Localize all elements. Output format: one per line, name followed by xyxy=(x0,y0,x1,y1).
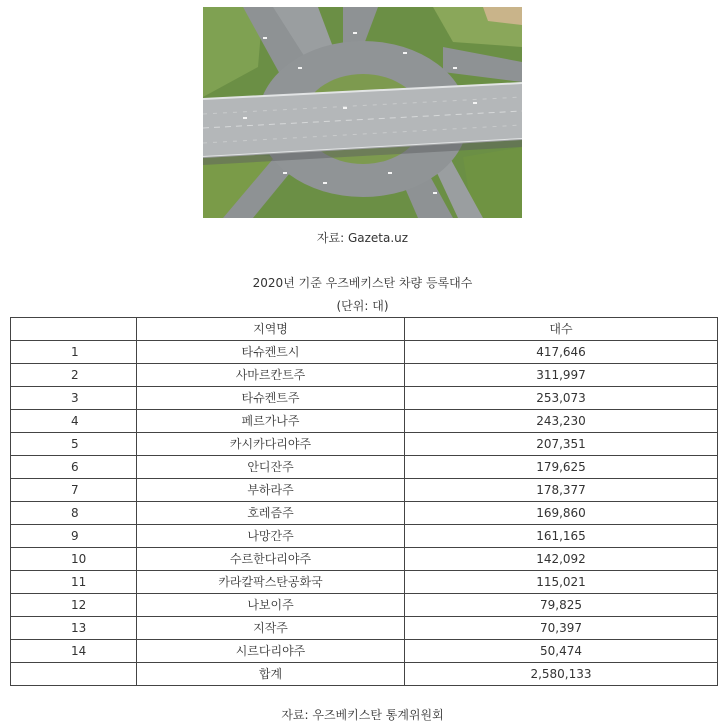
header-rank xyxy=(11,318,137,341)
row-region: 안디잔주 xyxy=(137,456,405,479)
row-rank: 2 xyxy=(11,364,137,387)
row-count: 243,230 xyxy=(405,410,718,433)
row-rank: 4 xyxy=(11,410,137,433)
total-label: 합계 xyxy=(137,663,405,686)
table-row xyxy=(11,502,718,525)
table-row xyxy=(11,525,718,548)
row-region: 카시카다리야주 xyxy=(137,433,405,456)
row-count: 70,397 xyxy=(405,617,718,640)
row-rank: 1 xyxy=(11,341,137,364)
row-rank: 3 xyxy=(11,387,137,410)
table-header-row xyxy=(11,318,718,341)
total-rank xyxy=(11,663,137,686)
row-region: 시르다리야주 xyxy=(137,640,405,663)
photo-caption: 자료: Gazeta.uz xyxy=(316,231,409,245)
row-rank: 11 xyxy=(11,571,137,594)
row-count: 253,073 xyxy=(405,387,718,410)
row-count: 169,860 xyxy=(405,502,718,525)
row-count: 50,474 xyxy=(405,640,718,663)
table-title: 2020년 기준 우즈베키스탄 차량 등록대수 xyxy=(252,276,473,290)
row-count: 417,646 xyxy=(405,341,718,364)
row-region: 사마르칸트주 xyxy=(137,364,405,387)
row-rank: 10 xyxy=(11,548,137,571)
row-rank: 5 xyxy=(11,433,137,456)
total-count: 2,580,133 xyxy=(405,663,718,686)
row-region: 나망간주 xyxy=(137,525,405,548)
row-rank: 13 xyxy=(11,617,137,640)
table-row xyxy=(11,456,718,479)
row-count: 178,377 xyxy=(405,479,718,502)
row-count: 311,997 xyxy=(405,364,718,387)
row-count: 79,825 xyxy=(405,594,718,617)
table-row xyxy=(11,410,718,433)
table-row xyxy=(11,364,718,387)
header-region: 지역명 xyxy=(137,318,405,341)
row-count: 207,351 xyxy=(405,433,718,456)
table-row xyxy=(11,640,718,663)
row-count: 161,165 xyxy=(405,525,718,548)
table-row xyxy=(11,341,718,364)
row-region: 카라칼팍스탄공화국 xyxy=(137,571,405,594)
row-rank: 6 xyxy=(11,456,137,479)
interchange-aerial-photo xyxy=(203,7,522,218)
row-rank: 7 xyxy=(11,479,137,502)
row-rank: 9 xyxy=(11,525,137,548)
row-region: 타슈켄트주 xyxy=(137,387,405,410)
table-row xyxy=(11,479,718,502)
header-count: 대수 xyxy=(405,318,718,341)
table-row xyxy=(11,548,718,571)
row-rank: 12 xyxy=(11,594,137,617)
row-region: 지작주 xyxy=(137,617,405,640)
table-row xyxy=(11,571,718,594)
table-row xyxy=(11,594,718,617)
row-rank: 8 xyxy=(11,502,137,525)
table-total-row xyxy=(11,663,718,686)
row-region: 부하라주 xyxy=(137,479,405,502)
row-region: 나보이주 xyxy=(137,594,405,617)
table-row xyxy=(11,433,718,456)
row-rank: 14 xyxy=(11,640,137,663)
row-count: 179,625 xyxy=(405,456,718,479)
row-count: 142,092 xyxy=(405,548,718,571)
table-unit: (단위: 대) xyxy=(336,299,389,313)
row-region: 타슈켄트시 xyxy=(137,341,405,364)
row-region: 수르한다리야주 xyxy=(137,548,405,571)
row-count: 115,021 xyxy=(405,571,718,594)
vehicle-registration-table xyxy=(10,317,718,686)
source-note: 자료: 우즈베키스탄 통계위원회 xyxy=(281,708,444,722)
table-row xyxy=(11,387,718,410)
row-region: 페르가나주 xyxy=(137,410,405,433)
table-row xyxy=(11,617,718,640)
row-region: 호레즘주 xyxy=(137,502,405,525)
